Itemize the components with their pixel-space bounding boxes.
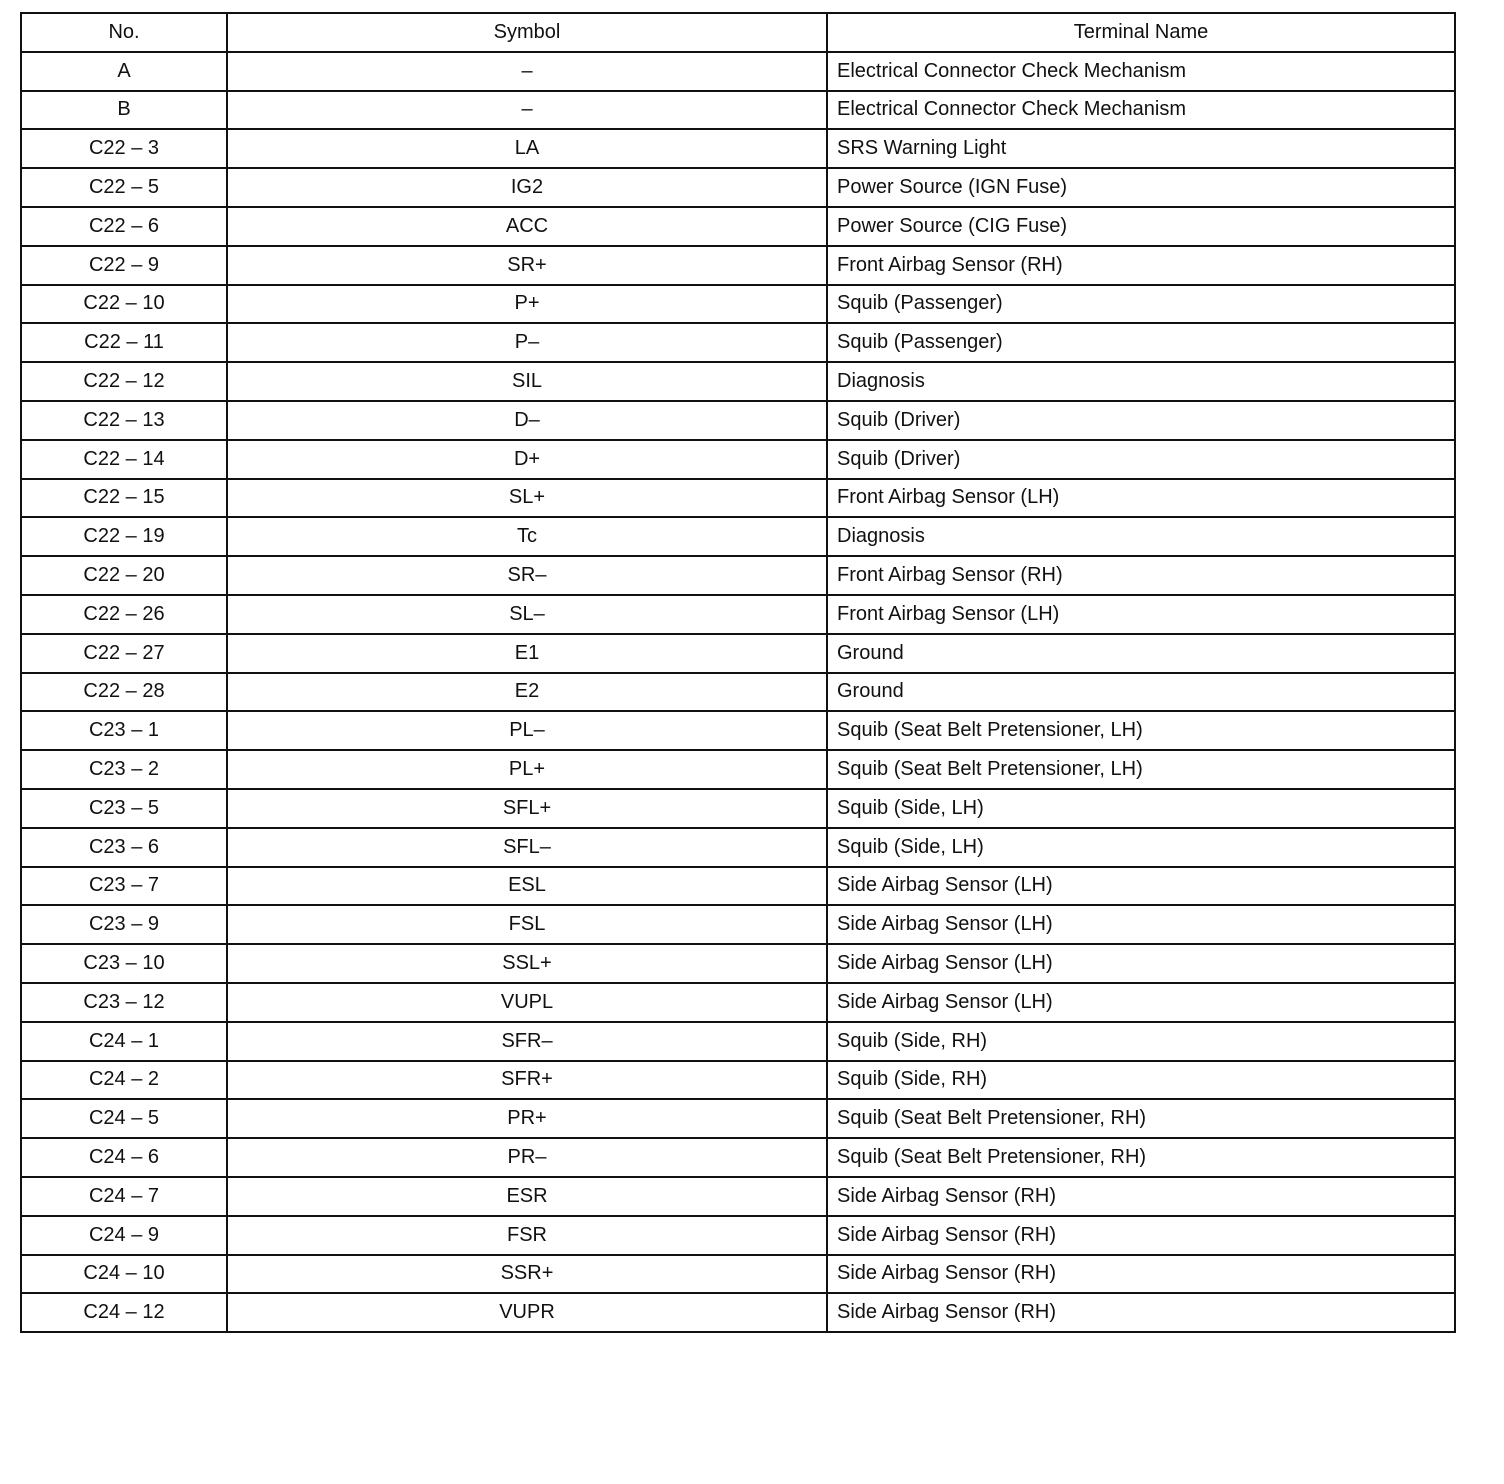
cell-symbol: SFL– — [227, 828, 827, 867]
cell-no: C22 – 5 — [21, 168, 227, 207]
cell-symbol: E1 — [227, 634, 827, 673]
cell-terminal-name: Side Airbag Sensor (RH) — [827, 1255, 1455, 1294]
cell-symbol: SSL+ — [227, 944, 827, 983]
table-row — [21, 1099, 1455, 1138]
cell-symbol: SFL+ — [227, 789, 827, 828]
cell-terminal-name: Squib (Seat Belt Pretensioner, LH) — [827, 711, 1455, 750]
table-row — [21, 1216, 1455, 1255]
table-row — [21, 789, 1455, 828]
table-row — [21, 168, 1455, 207]
cell-no: C23 – 6 — [21, 828, 227, 867]
cell-no: C24 – 9 — [21, 1216, 227, 1255]
cell-symbol: FSL — [227, 905, 827, 944]
cell-no: C22 – 11 — [21, 323, 227, 362]
terminal-table — [20, 12, 1456, 1333]
cell-no: B — [21, 91, 227, 130]
cell-symbol: SR+ — [227, 246, 827, 285]
cell-terminal-name: Squib (Seat Belt Pretensioner, RH) — [827, 1138, 1455, 1177]
cell-terminal-name: Squib (Seat Belt Pretensioner, RH) — [827, 1099, 1455, 1138]
cell-terminal-name: Squib (Side, RH) — [827, 1022, 1455, 1061]
cell-no: C23 – 9 — [21, 905, 227, 944]
table-row — [21, 517, 1455, 556]
cell-terminal-name: Side Airbag Sensor (LH) — [827, 905, 1455, 944]
cell-terminal-name: Squib (Passenger) — [827, 323, 1455, 362]
table-row — [21, 479, 1455, 518]
cell-terminal-name: Squib (Side, RH) — [827, 1061, 1455, 1100]
table-row — [21, 323, 1455, 362]
table-row — [21, 556, 1455, 595]
header-terminal-name: Terminal Name — [827, 13, 1455, 52]
cell-no: C22 – 13 — [21, 401, 227, 440]
cell-symbol: ESL — [227, 867, 827, 906]
cell-terminal-name: Side Airbag Sensor (LH) — [827, 983, 1455, 1022]
cell-terminal-name: Ground — [827, 673, 1455, 712]
cell-no: C23 – 1 — [21, 711, 227, 750]
cell-no: C22 – 10 — [21, 285, 227, 324]
table-row — [21, 1061, 1455, 1100]
cell-terminal-name: Squib (Side, LH) — [827, 828, 1455, 867]
table-row — [21, 91, 1455, 130]
cell-no: C23 – 10 — [21, 944, 227, 983]
cell-symbol: PL+ — [227, 750, 827, 789]
cell-no: C23 – 7 — [21, 867, 227, 906]
cell-symbol: P+ — [227, 285, 827, 324]
cell-no: C24 – 7 — [21, 1177, 227, 1216]
cell-no: C22 – 15 — [21, 479, 227, 518]
table-row — [21, 711, 1455, 750]
cell-symbol: E2 — [227, 673, 827, 712]
cell-symbol: SL+ — [227, 479, 827, 518]
cell-terminal-name: Electrical Connector Check Mechanism — [827, 91, 1455, 130]
cell-terminal-name: Front Airbag Sensor (RH) — [827, 246, 1455, 285]
table-row — [21, 673, 1455, 712]
table-row — [21, 1177, 1455, 1216]
table-row — [21, 750, 1455, 789]
cell-symbol: SR– — [227, 556, 827, 595]
cell-symbol: P– — [227, 323, 827, 362]
cell-no: C24 – 10 — [21, 1255, 227, 1294]
cell-terminal-name: Squib (Seat Belt Pretensioner, LH) — [827, 750, 1455, 789]
cell-terminal-name: Power Source (IGN Fuse) — [827, 168, 1455, 207]
cell-no: C23 – 12 — [21, 983, 227, 1022]
cell-terminal-name: SRS Warning Light — [827, 129, 1455, 168]
cell-terminal-name: Front Airbag Sensor (LH) — [827, 479, 1455, 518]
cell-terminal-name: Side Airbag Sensor (LH) — [827, 867, 1455, 906]
table-row — [21, 905, 1455, 944]
cell-symbol: ESR — [227, 1177, 827, 1216]
cell-symbol: PR+ — [227, 1099, 827, 1138]
cell-terminal-name: Side Airbag Sensor (LH) — [827, 944, 1455, 983]
cell-no: C24 – 2 — [21, 1061, 227, 1100]
table-row — [21, 129, 1455, 168]
table-row — [21, 401, 1455, 440]
cell-terminal-name: Power Source (CIG Fuse) — [827, 207, 1455, 246]
cell-symbol: – — [227, 52, 827, 91]
table-row — [21, 1138, 1455, 1177]
table-row — [21, 1022, 1455, 1061]
table-row — [21, 867, 1455, 906]
cell-no: C22 – 6 — [21, 207, 227, 246]
cell-terminal-name: Front Airbag Sensor (RH) — [827, 556, 1455, 595]
cell-terminal-name: Diagnosis — [827, 517, 1455, 556]
table-header — [21, 13, 1455, 52]
header-row — [21, 13, 1455, 52]
cell-terminal-name: Electrical Connector Check Mechanism — [827, 52, 1455, 91]
cell-terminal-name: Side Airbag Sensor (RH) — [827, 1216, 1455, 1255]
cell-symbol: FSR — [227, 1216, 827, 1255]
table-row — [21, 828, 1455, 867]
cell-symbol: LA — [227, 129, 827, 168]
cell-no: C23 – 2 — [21, 750, 227, 789]
cell-symbol: PR– — [227, 1138, 827, 1177]
table-row — [21, 440, 1455, 479]
cell-terminal-name: Front Airbag Sensor (LH) — [827, 595, 1455, 634]
cell-symbol: ACC — [227, 207, 827, 246]
cell-symbol: SFR+ — [227, 1061, 827, 1100]
cell-symbol: SFR– — [227, 1022, 827, 1061]
table-row — [21, 207, 1455, 246]
cell-no: C24 – 12 — [21, 1293, 227, 1332]
cell-symbol: VUPR — [227, 1293, 827, 1332]
cell-no: C22 – 19 — [21, 517, 227, 556]
cell-terminal-name: Diagnosis — [827, 362, 1455, 401]
table-row — [21, 944, 1455, 983]
cell-no: A — [21, 52, 227, 91]
table-row — [21, 983, 1455, 1022]
cell-no: C24 – 1 — [21, 1022, 227, 1061]
cell-no: C22 – 14 — [21, 440, 227, 479]
cell-no: C22 – 3 — [21, 129, 227, 168]
cell-symbol: – — [227, 91, 827, 130]
table-body — [21, 52, 1455, 1332]
cell-no: C24 – 5 — [21, 1099, 227, 1138]
cell-symbol: D– — [227, 401, 827, 440]
cell-symbol: PL– — [227, 711, 827, 750]
cell-terminal-name: Side Airbag Sensor (RH) — [827, 1293, 1455, 1332]
table-row — [21, 246, 1455, 285]
table-row — [21, 1293, 1455, 1332]
table-row — [21, 362, 1455, 401]
header-symbol: Symbol — [227, 13, 827, 52]
cell-symbol: SIL — [227, 362, 827, 401]
cell-no: C22 – 20 — [21, 556, 227, 595]
table-row — [21, 285, 1455, 324]
cell-no: C22 – 28 — [21, 673, 227, 712]
table-row — [21, 634, 1455, 673]
cell-terminal-name: Squib (Driver) — [827, 401, 1455, 440]
cell-terminal-name: Squib (Passenger) — [827, 285, 1455, 324]
cell-no: C24 – 6 — [21, 1138, 227, 1177]
cell-no: C23 – 5 — [21, 789, 227, 828]
cell-terminal-name: Squib (Side, LH) — [827, 789, 1455, 828]
cell-terminal-name: Squib (Driver) — [827, 440, 1455, 479]
table-row — [21, 595, 1455, 634]
table-row — [21, 52, 1455, 91]
cell-symbol: Tc — [227, 517, 827, 556]
cell-terminal-name: Ground — [827, 634, 1455, 673]
cell-symbol: SL– — [227, 595, 827, 634]
cell-symbol: VUPL — [227, 983, 827, 1022]
cell-no: C22 – 12 — [21, 362, 227, 401]
cell-symbol: IG2 — [227, 168, 827, 207]
cell-no: C22 – 9 — [21, 246, 227, 285]
cell-symbol: D+ — [227, 440, 827, 479]
cell-no: C22 – 27 — [21, 634, 227, 673]
cell-symbol: SSR+ — [227, 1255, 827, 1294]
header-no: No. — [21, 13, 227, 52]
table-row — [21, 1255, 1455, 1294]
cell-terminal-name: Side Airbag Sensor (RH) — [827, 1177, 1455, 1216]
cell-no: C22 – 26 — [21, 595, 227, 634]
